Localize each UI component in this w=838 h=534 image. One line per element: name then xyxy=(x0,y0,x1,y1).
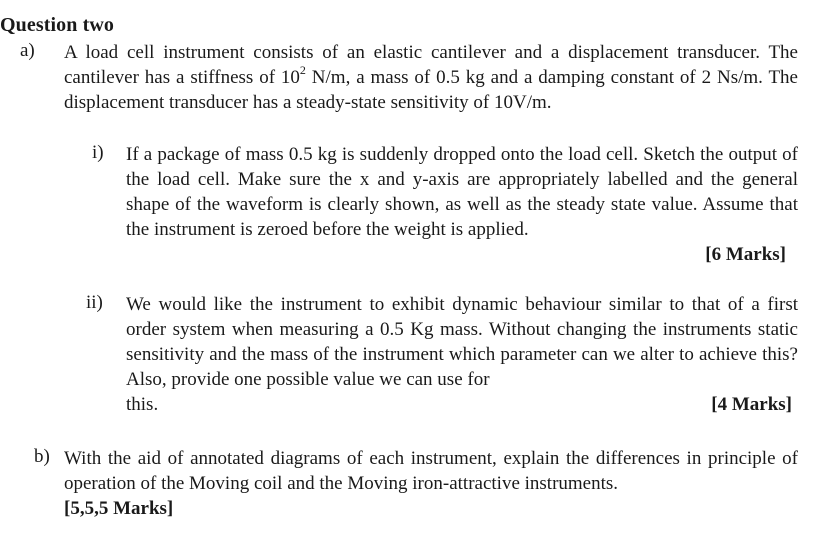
question-title: Question two xyxy=(0,14,114,36)
part-a-marker: a) xyxy=(20,40,35,61)
part-a-text xyxy=(64,40,798,115)
part-a-text-after: N/m, a mass of 0.5 kg and a damping constant of 2 Ns/m. The displacement transducer has a steady-state sensitivity of 10V/m. xyxy=(64,67,798,113)
part-a-superscript: 2 xyxy=(299,62,306,77)
sub-i-text xyxy=(126,142,798,242)
sub-ii-marks: [4 Marks] xyxy=(711,394,792,415)
sub-i-marker: i) xyxy=(92,142,104,163)
sub-ii-last-word: this. xyxy=(126,394,159,415)
sub-ii-body: We would like the instrument to exhibit dynamic behaviour similar to that of a first order system when measuring a 0.5 Kg mass. Without changing the instruments static sensitivity and the mass of the instrument which parameter can we alter to achieve this? Also, provide one possible value we can use for xyxy=(126,294,798,390)
part-b-marks: [5,5,5 Marks] xyxy=(64,498,174,519)
part-a-text-before: A load cell instrument consists of an elastic cantilever and a displacement transducer. The cantilever has a stiffness of 10 xyxy=(64,42,798,88)
sub-ii-marker: ii) xyxy=(86,292,103,313)
sub-ii-last-line xyxy=(126,392,792,417)
sub-i-body: If a package of mass 0.5 kg is suddenly dropped onto the load cell. Sketch the output of the load cell. Make sure the x and y-axis are appropriately labelled and the general shape of the waveform is clearly shown, as well as the steady state value. Assume that the instrument is zeroed before the weight is applied. xyxy=(126,144,798,240)
part-b-text xyxy=(64,446,798,496)
sub-i-marks: [6 Marks] xyxy=(705,244,786,265)
part-b-marker: b) xyxy=(34,446,50,467)
sub-ii-text xyxy=(126,292,798,392)
part-b-body: With the aid of annotated diagrams of each instrument, explain the differences in principle of operation of the Moving coil and the Moving iron-attractive instruments. xyxy=(64,448,798,494)
